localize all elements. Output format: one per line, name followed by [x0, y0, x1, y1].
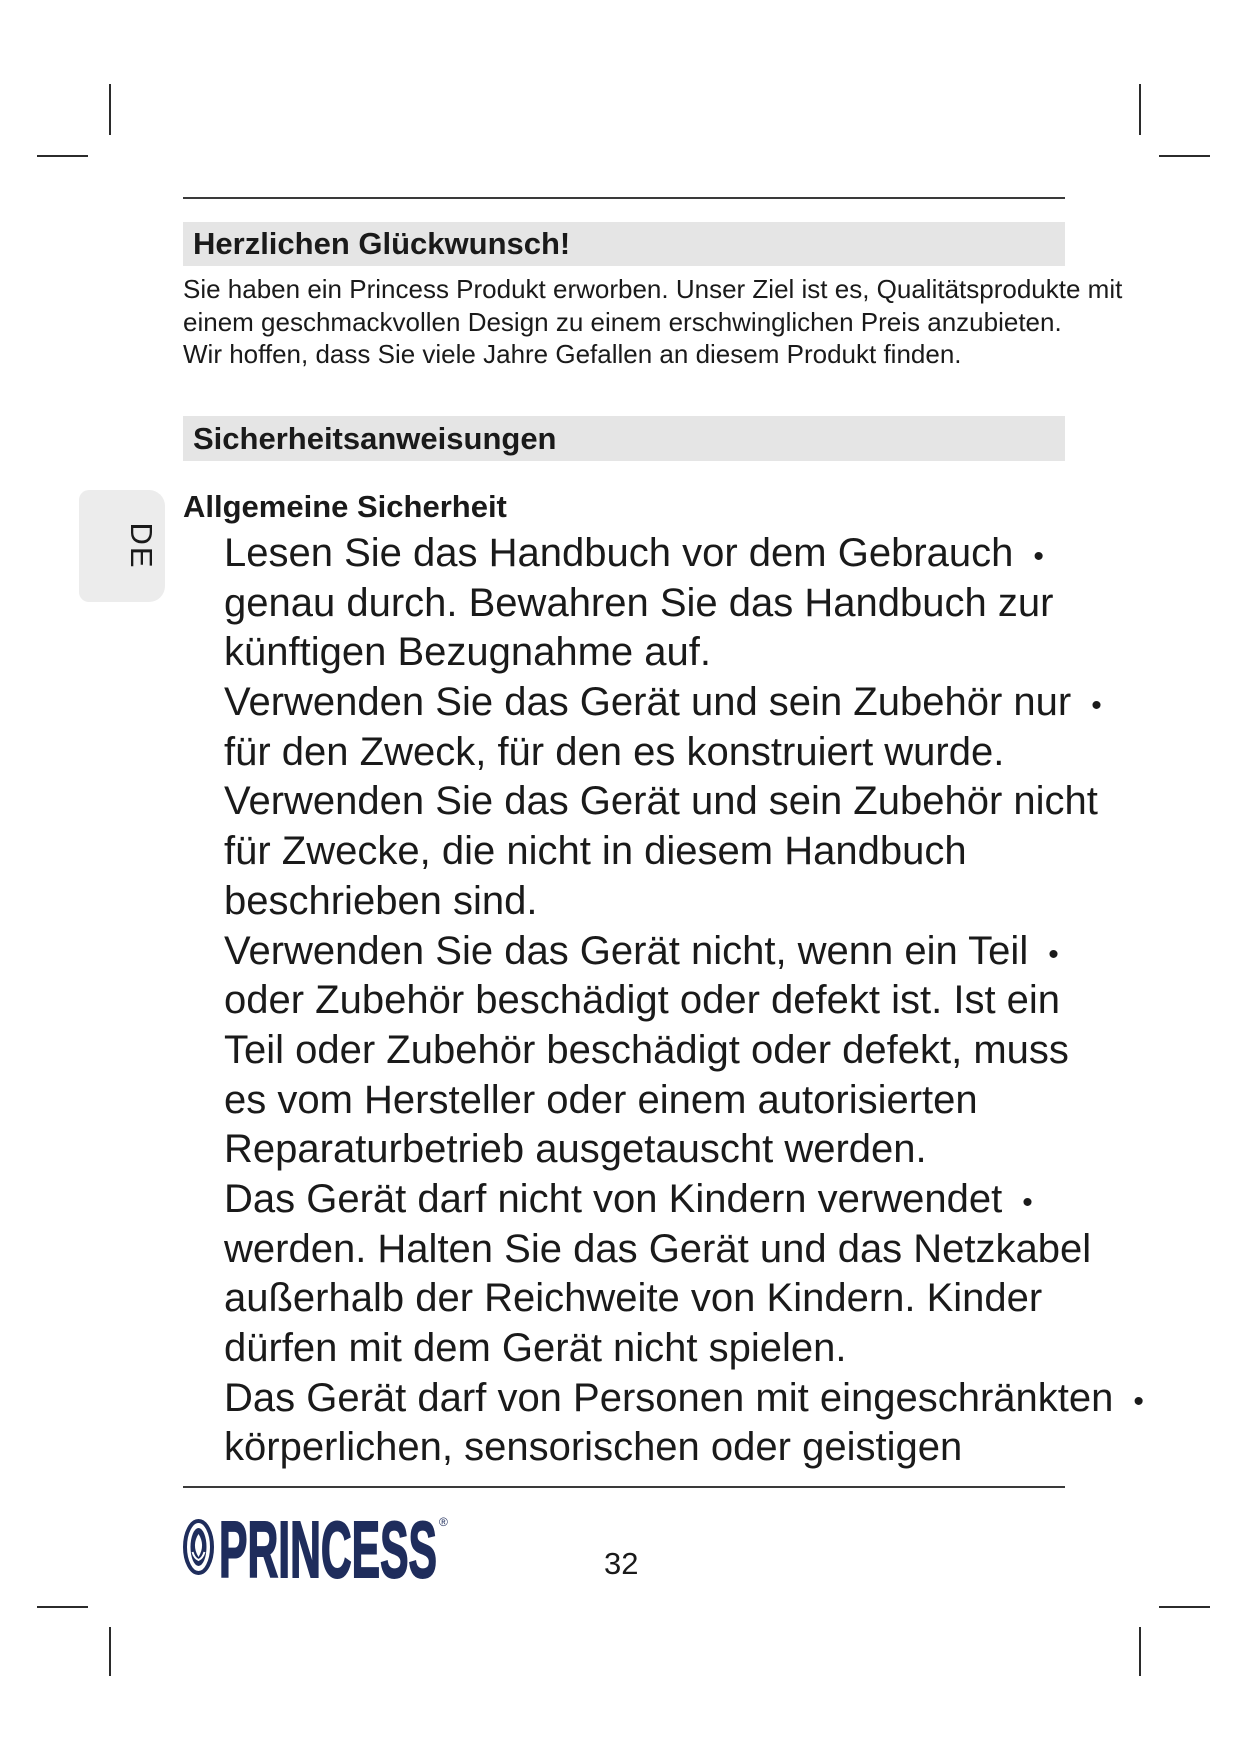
crop-mark-top-left-vertical: [109, 84, 111, 135]
list-item-line: beschrieben sind.: [224, 878, 538, 923]
list-item-line: für Zwecke, die nicht in diesem Handbuch: [224, 829, 967, 874]
bullet-icon: •: [1048, 937, 1059, 971]
list-item-line: [224, 927, 1144, 977]
language-tab: [79, 490, 165, 602]
list-item: [224, 1175, 1144, 1374]
crop-mark-top-right-horizontal: [1159, 155, 1210, 157]
bullet-icon: •: [1033, 540, 1044, 573]
princess-logo: [183, 1512, 453, 1584]
crop-mark-bottom-left-horizontal: [37, 1606, 88, 1608]
intro-line: einem geschmackvollen Design zu einem erschwinglichen Preis anzubieten.: [183, 306, 1062, 337]
list-item-line: Teil oder Zubehör beschädigt oder defekt, muss: [224, 1027, 1069, 1072]
safety-heading: Sicherheitsanweisungen: [183, 416, 1065, 461]
page-number: 32: [604, 1546, 639, 1581]
princess-crown-emblem-icon: [185, 1521, 212, 1573]
list-item-line: [224, 1374, 1144, 1424]
intro-line: Sie haben ein Princess Produkt erworben. Unser Ziel ist es, Qualitätsprodukte mit: [183, 274, 1123, 304]
list-item-line: werden. Halten Sie das Gerät und das Netzkabel: [224, 1226, 1092, 1271]
list-item-line: [224, 1175, 1144, 1225]
list-item-text: Lesen Sie das Handbuch vor dem Gebrauch: [224, 531, 1014, 575]
list-item-line: dürfen mit dem Gerät nicht spielen.: [224, 1326, 847, 1370]
bullet-icon: •: [1133, 1384, 1144, 1418]
crop-mark-top-left-horizontal: [37, 155, 88, 157]
list-item-line: für den Zweck, für den es konstruiert wurde.: [224, 729, 1005, 774]
list-item-line: es vom Hersteller oder einem autorisierten: [224, 1077, 978, 1122]
list-item: [224, 678, 1144, 926]
list-item-text: Das Gerät darf nicht von Kindern verwendet: [224, 1176, 1003, 1221]
list-item-line: [224, 529, 1144, 579]
list-item-text: Verwenden Sie das Gerät nicht, wenn ein Teil: [224, 928, 1029, 973]
crop-mark-bottom-right-vertical: [1139, 1627, 1141, 1676]
intro-heading: Herzlichen Glückwunsch!: [183, 222, 1065, 266]
safety-subheading: Allgemeine Sicherheit: [183, 489, 507, 524]
list-item-line: künftigen Bezugnahme auf.: [224, 630, 712, 675]
list-item-line: [224, 678, 1144, 728]
list-item: [224, 1374, 1144, 1473]
crop-mark-bottom-left-vertical: [109, 1627, 111, 1676]
safety-list: [224, 529, 1144, 1473]
top-rule: [183, 197, 1065, 199]
list-item: [224, 927, 1144, 1175]
list-item-line: genau durch. Bewahren Sie das Handbuch zur: [224, 580, 1054, 625]
logo-wordmark: PRINCESS: [219, 1512, 437, 1584]
bottom-rule: [183, 1486, 1065, 1488]
bullet-icon: •: [1022, 1185, 1033, 1219]
list-item-line: Verwenden Sie das Gerät und sein Zubehör nicht: [224, 779, 1098, 824]
list-item-line: körperlichen, sensorischen oder geistigen: [224, 1425, 963, 1470]
list-item-text: Verwenden Sie das Gerät und sein Zubehör nur: [224, 680, 1072, 725]
bullet-icon: •: [1091, 689, 1102, 723]
language-tab-label: DE: [124, 522, 159, 570]
registered-mark: ®: [439, 1515, 448, 1529]
list-item: [224, 529, 1144, 678]
list-item-line: außerhalb der Reichweite von Kindern. Kinder: [224, 1276, 1043, 1321]
list-item-line: Reparaturbetrieb ausgetauscht werden.: [224, 1127, 927, 1172]
intro-paragraph: [183, 273, 1122, 371]
list-item-line: oder Zubehör beschädigt oder defekt ist. Ist ein: [224, 978, 1061, 1023]
intro-line: Wir hoffen, dass Sie viele Jahre Gefallen an diesem Produkt finden.: [183, 339, 962, 369]
list-item-text: Das Gerät darf von Personen mit eingeschränkten: [224, 1375, 1114, 1420]
crop-mark-top-right-vertical: [1139, 84, 1141, 135]
crop-mark-bottom-right-horizontal: [1159, 1606, 1210, 1608]
